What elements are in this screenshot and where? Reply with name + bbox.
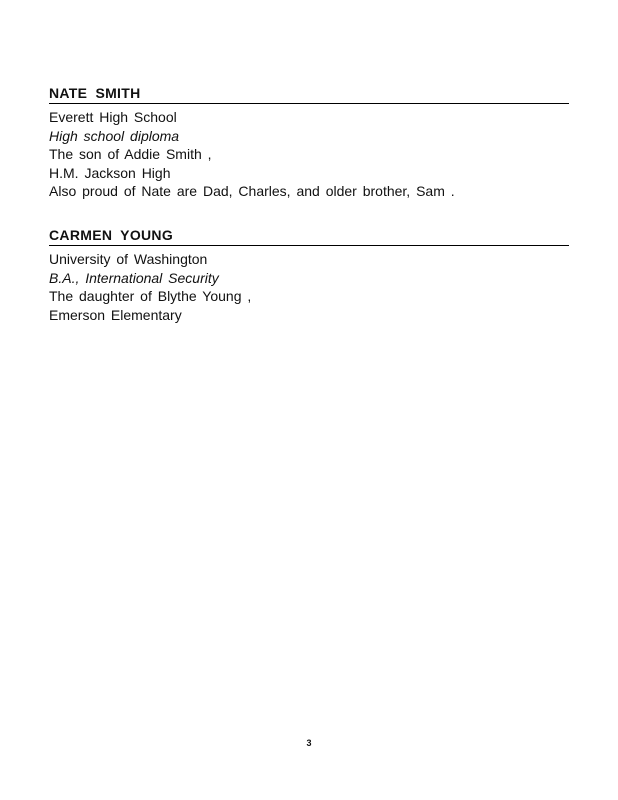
- graduate-entry-carmen-young: [49, 226, 569, 324]
- parent-line: The son of Addie Smith ,: [49, 146, 212, 162]
- school-name: Everett High School: [49, 109, 177, 125]
- extra-line: Also proud of Nate are Dad, Charles, and older brother, Sam .: [49, 183, 455, 199]
- school-name: University of Washington: [49, 251, 208, 267]
- nominator-line: H.M. Jackson High: [49, 164, 171, 181]
- graduate-details: [49, 250, 569, 324]
- graduate-details: [49, 108, 569, 201]
- parent-line: The daughter of Blythe Young ,: [49, 288, 252, 304]
- nominator-line: Emerson Elementary: [49, 306, 182, 323]
- degree: B.A., International Security: [49, 269, 219, 286]
- degree: High school diploma: [49, 127, 180, 144]
- graduate-name: CARMEN YOUNG: [49, 226, 569, 246]
- graduate-entry-nate-smith: [49, 84, 569, 201]
- graduate-name: NATE SMITH: [49, 84, 569, 104]
- page-number: 3: [306, 738, 312, 748]
